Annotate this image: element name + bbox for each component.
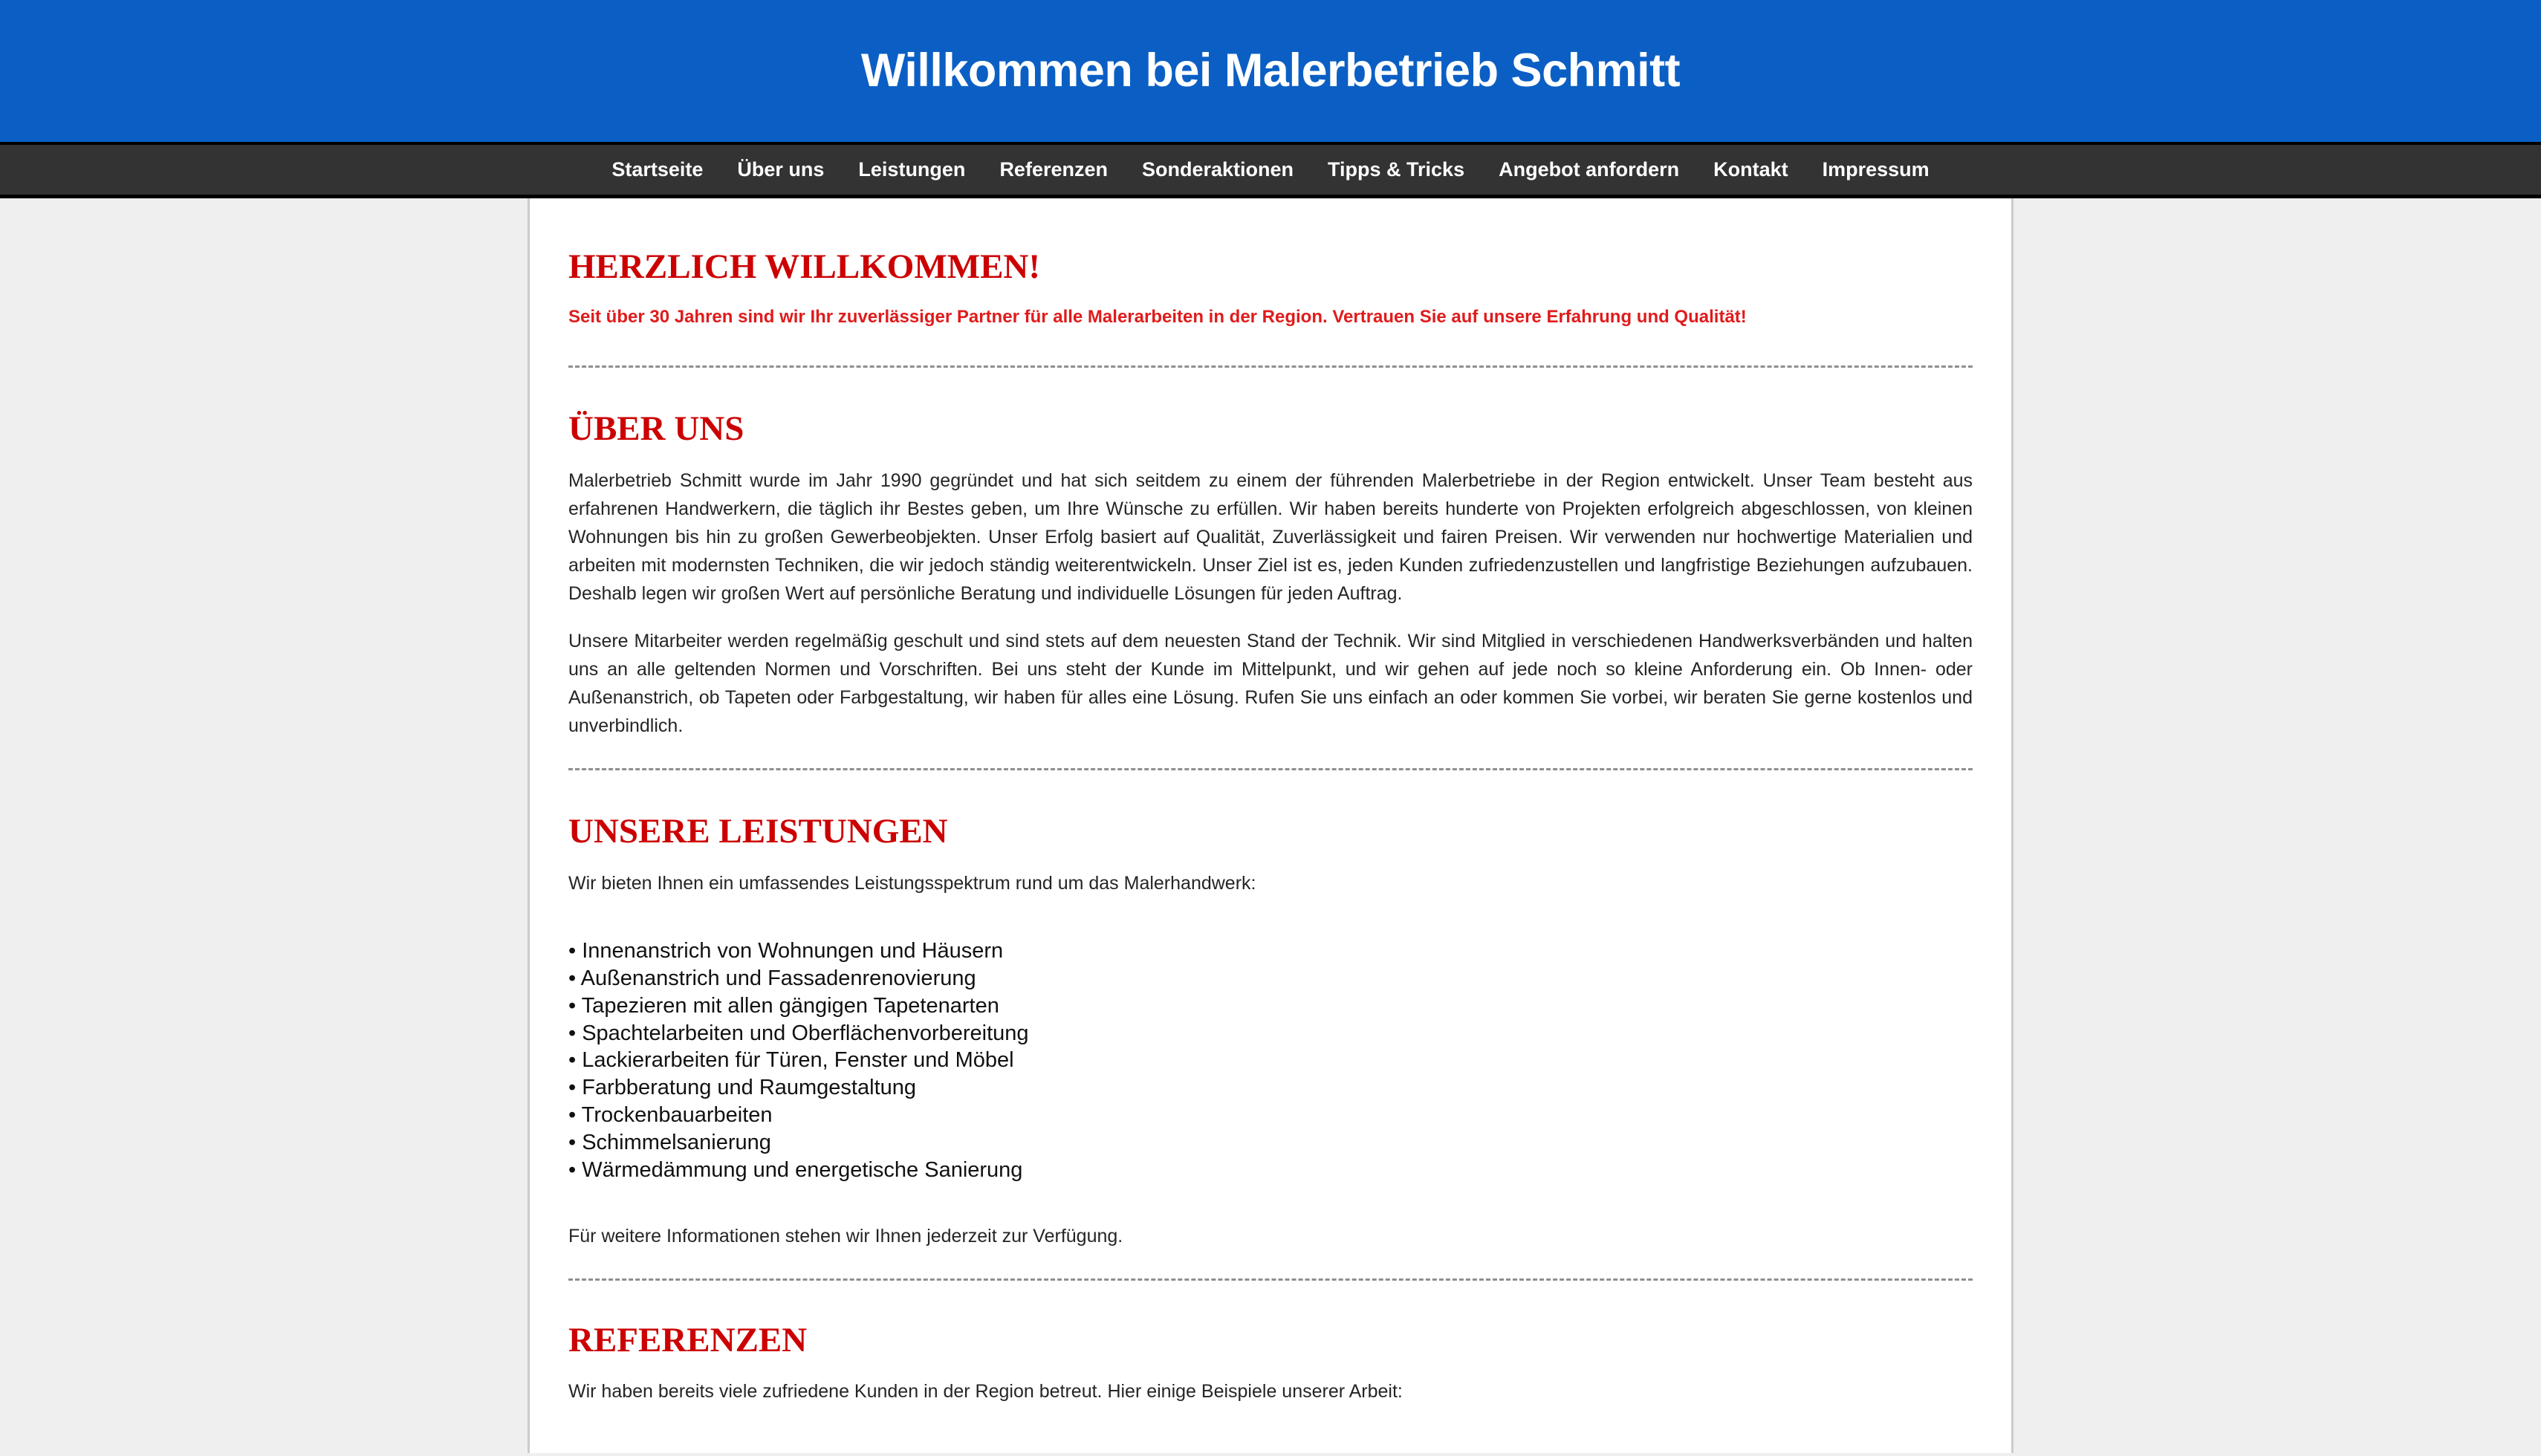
services-list: [568, 937, 1973, 1183]
nav-item-startseite[interactable]: Startseite: [611, 158, 704, 181]
list-item: • Außenanstrich und Fassadenrenovierung: [568, 966, 976, 990]
list-item: • Tapezieren mit allen gängigen Tapetenarten: [568, 993, 999, 1018]
services-heading: UNSERE LEISTUNGEN: [568, 812, 948, 851]
welcome-heading: HERZLICH WILLKOMMEN!: [568, 247, 1041, 286]
services-note: Für weitere Informationen stehen wir Ihnen jederzeit zur Verfügung.: [568, 1225, 1123, 1247]
list-item: • Schimmelsanierung: [568, 1130, 771, 1154]
list-item: • Wärmedämmung und energetische Sanierung: [568, 1157, 1023, 1182]
references-paragraph-1: Wir haben bereits viele zufriedene Kunden in der Region betreut. Hier einige Beispiele unserer Arbeit:: [568, 1381, 1403, 1403]
references-heading: REFERENZEN: [568, 1321, 808, 1360]
nav-item-kontakt[interactable]: Kontakt: [1713, 158, 1788, 181]
section-services: [568, 770, 1973, 1281]
list-item: • Farbberatung und Raumgestaltung: [568, 1076, 917, 1100]
list-item: • Lackierarbeiten für Türen, Fenster und Möbel: [568, 1048, 1014, 1073]
content-sheet: [528, 198, 2013, 1453]
site-header: [0, 0, 2541, 142]
nav-item-angebot-anfordern[interactable]: Angebot anfordern: [1499, 158, 1680, 181]
about-paragraph-1: Malerbetrieb Schmitt wurde im Jahr 1990 gegründet und hat sich seitdem zu einem der führenden Malerbetriebe in der Region entwickelt. Unser Team besteht aus erfahrenen Handwerkern, die täglich ihr Bestes geben, um Ihre Wünsche zu erfüllen. Wir haben bereits hunderte von Projekten erfolgreich abgeschlossen, von kleinen Wohnungen bis hin zu großen Gewerbeobjekten. Unser Erfolg basiert auf Qualität, Zuverlässigkeit und fairen Preisen. Wir verwenden nur hochwertige Materialien und arbeiten mit modernsten Techniken, die wir jedoch ständig weiterentwickeln. Unser Ziel ist es, jeden Kunden zufriedenzustellen und langfristige Beziehungen aufzubauen. Deshalb legen wir großen Wert auf persönliche Beratung und individuelle Lösungen für jeden Auftrag.: [568, 470, 1973, 605]
section-references: [568, 1281, 1973, 1406]
main-navigation: [0, 142, 2541, 198]
services-intro: Wir bieten Ihnen ein umfassendes Leistungsspektrum rund um das Malerhandwerk:: [568, 872, 1256, 894]
list-item: • Trockenbauarbeiten: [568, 1103, 773, 1128]
welcome-subtitle: Seit über 30 Jahren sind wir Ihr zuverlässiger Partner für alle Malerarbeiten in der Region. Vertrauen Sie auf unsere Erfahrung und Qualität!: [568, 307, 1747, 328]
page-title: Willkommen bei Malerbetrieb Schmitt: [860, 45, 1681, 97]
section-about: [568, 368, 1973, 770]
nav-item-ueber-uns[interactable]: Über uns: [737, 158, 825, 181]
nav-list: [594, 160, 1946, 180]
page-body: [0, 198, 2541, 1453]
nav-item-tipps-tricks[interactable]: Tipps & Tricks: [1328, 158, 1465, 181]
list-item: • Spachtelarbeiten und Oberflächenvorbereitung: [568, 1021, 1029, 1045]
nav-item-leistungen[interactable]: Leistungen: [858, 158, 966, 181]
nav-item-impressum[interactable]: Impressum: [1822, 158, 1930, 181]
nav-item-referenzen[interactable]: Referenzen: [999, 158, 1108, 181]
list-item: • Innenanstrich von Wohnungen und Häusern: [568, 939, 1004, 963]
section-welcome: [568, 198, 1973, 368]
about-heading: ÜBER UNS: [568, 409, 744, 448]
about-paragraph-2: Unsere Mitarbeiter werden regelmäßig geschult und sind stets auf dem neuesten Stand der Technik. Wir sind Mitglied in verschiedenen Handwerksverbänden und halten uns an alle geltenden Normen und Vorschriften. Bei uns steht der Kunde im Mittelpunkt, und wir gehen auf jede noch so kleine Anforderung ein. Ob Innen- oder Außenanstrich, ob Tapeten oder Farbgestaltung, wir haben für alles eine Lösung. Rufen Sie uns einfach an oder kommen Sie vorbei, wir beraten Sie gerne kostenlos und unverbindlich.: [568, 631, 1973, 737]
nav-item-sonderaktionen[interactable]: Sonderaktionen: [1141, 158, 1294, 181]
